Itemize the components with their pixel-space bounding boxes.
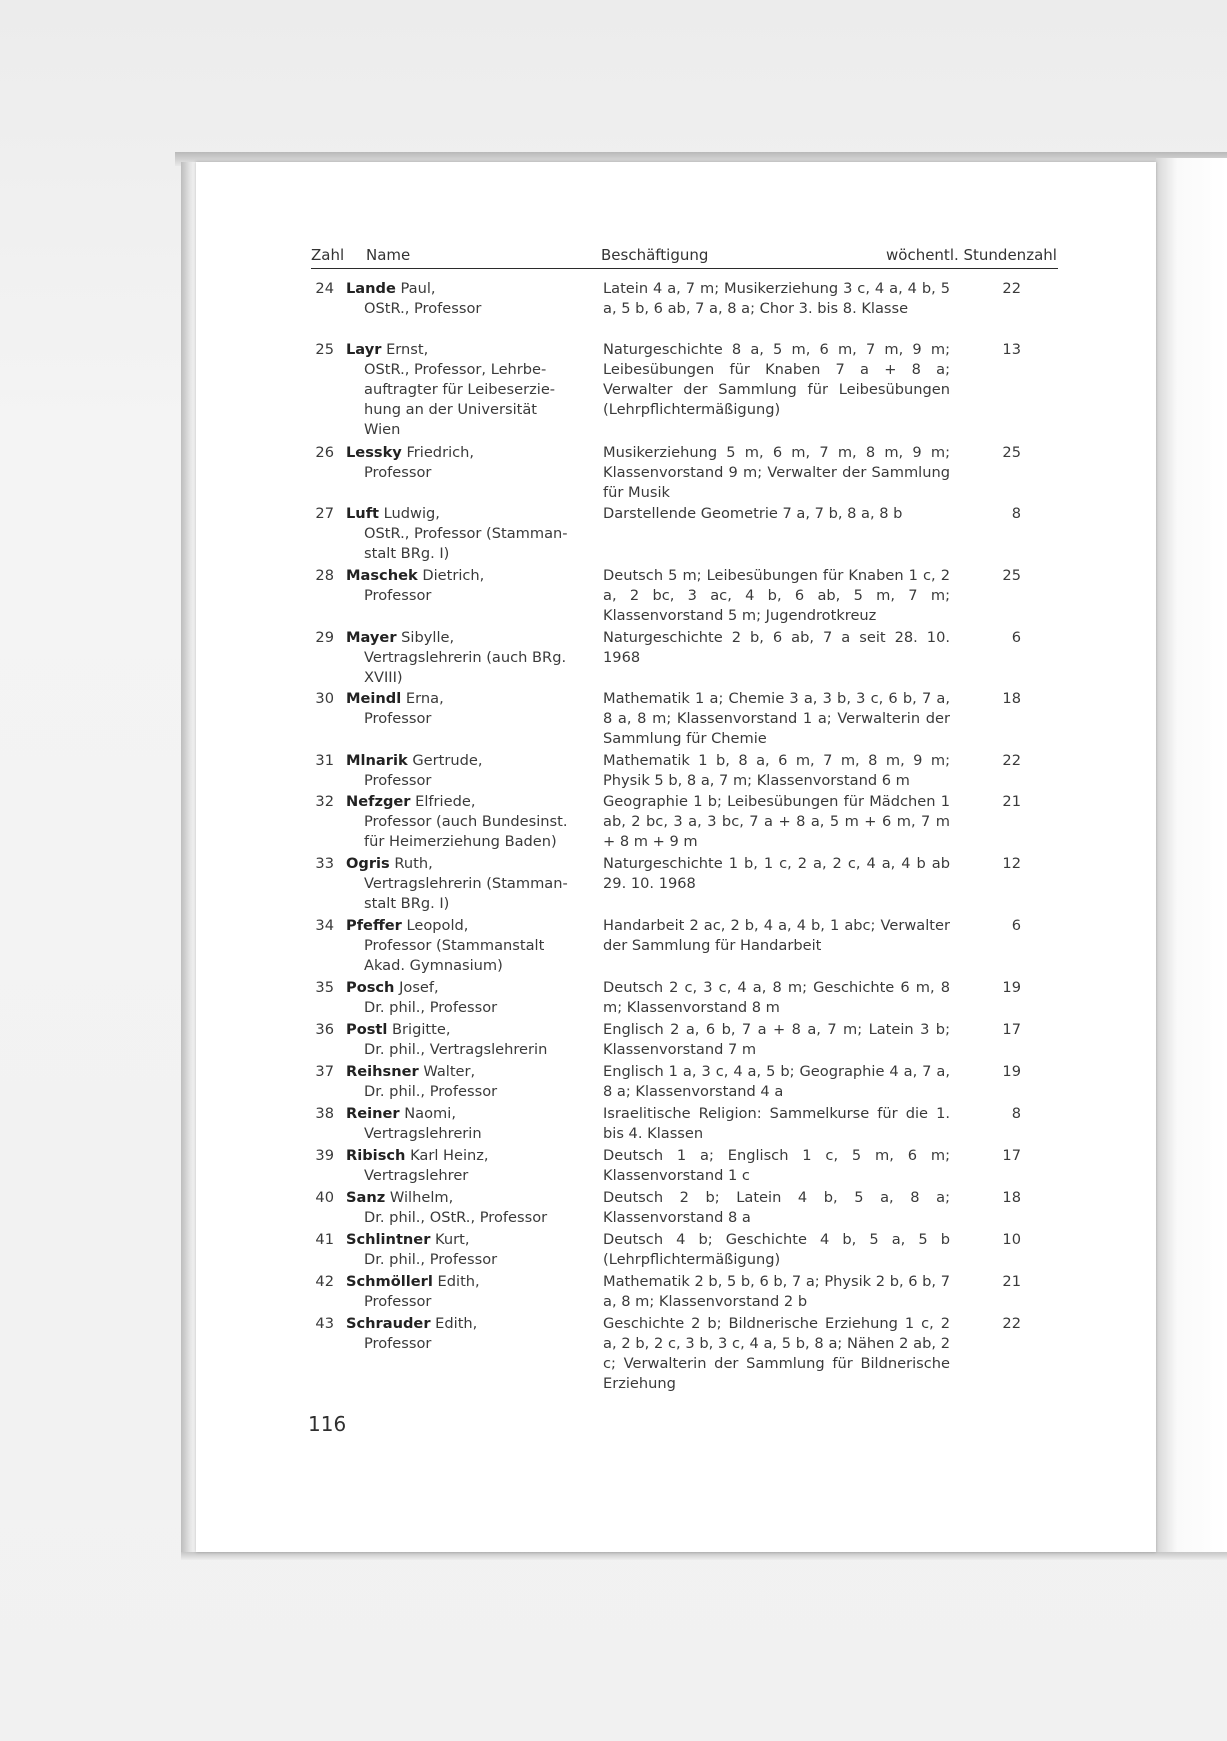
- entry-occupation: Mathematik 1 b, 8 a, 6 m, 7 m, 8 m, 9 m; Physik 5 b, 8 a, 7 m; Klassenvorstand 6 m: [603, 752, 950, 789]
- entry-given-name: Ernst,: [386, 341, 429, 358]
- entry-hours: 10: [1002, 1231, 1021, 1248]
- entry-occupation: Englisch 2 a, 6 b, 7 a + 8 a, 7 m; Latein 3 b; Klassenvorstand 7 m: [603, 1021, 950, 1058]
- entry-occupation: Musikerziehung 5 m, 6 m, 7 m, 8 m, 9 m; Klassenvorstand 9 m; Verwalter der Sammlung für Musik: [603, 444, 950, 501]
- entry-name: [346, 1188, 453, 1208]
- entry-hours: 17: [1002, 1147, 1021, 1164]
- entry-name: [346, 1020, 450, 1040]
- entry-hours: 8: [1011, 505, 1021, 522]
- entry-title-line: Wien: [364, 421, 401, 438]
- entry-surname: Mlnarik: [346, 752, 408, 769]
- entry-occupation: Deutsch 1 a; Englisch 1 c, 5 m, 6 m; Klassenvorstand 1 c: [603, 1147, 950, 1184]
- entry-given-name: Josef,: [399, 979, 439, 996]
- entry-occupation: Naturgeschichte 8 a, 5 m, 6 m, 7 m, 9 m; Leibesübungen für Knaben 7 a + 8 a; Verwalter der Sammlung für Leibesübungen (Lehrpflichtermäßigung): [603, 341, 950, 418]
- entry-title-line: Dr. phil., Professor: [364, 999, 498, 1016]
- entry-given-name: Walter,: [423, 1063, 476, 1080]
- entry-hours: 12: [1002, 855, 1021, 872]
- entry-title-line: Dr. phil., Professor: [364, 1083, 498, 1100]
- entry-number: 36: [315, 1021, 334, 1038]
- entry-occupation: Naturgeschichte 1 b, 1 c, 2 a, 2 c, 4 a, 4 b ab 29. 10. 1968: [603, 855, 950, 892]
- entry-occupation: Geschichte 2 b; Bildnerische Erziehung 1 c, 2 a, 2 b, 2 c, 3 b, 3 c, 4 a, 5 b, 8 a; Nähen 2 ab, 2 c; Verwalterin der Sammlung für Bildnerische Erziehung: [603, 1315, 950, 1392]
- entry-name: [346, 443, 474, 463]
- entry-hours: 21: [1002, 793, 1021, 810]
- entry-title-line: Vertragslehrerin (Stamman-: [364, 875, 568, 892]
- entry-given-name: Karl Heinz,: [410, 1147, 489, 1164]
- facing-page-edge: [1156, 158, 1227, 1552]
- entry-title-line: OStR., Professor: [364, 300, 482, 317]
- entry-hours: 22: [1002, 280, 1021, 297]
- entry-title-line: hung an der Universität: [364, 401, 538, 418]
- entry-surname: Maschek: [346, 567, 418, 584]
- entry-given-name: Ruth,: [394, 855, 433, 872]
- entry-surname: Luft: [346, 505, 380, 522]
- entry-surname: Reihsner: [346, 1063, 419, 1080]
- entry-number: 30: [315, 690, 334, 707]
- entry-number: 32: [315, 793, 334, 810]
- entry-occupation: Deutsch 2 c, 3 c, 4 a, 8 m; Geschichte 6 m, 8 m; Klassenvorstand 8 m: [603, 979, 950, 1016]
- entry-title-line: Vertragslehrerin (auch BRg.: [364, 649, 567, 666]
- header-rule: [311, 268, 1058, 269]
- entry-hours: 25: [1002, 444, 1021, 461]
- entry-name: [346, 566, 484, 586]
- entry-name: [346, 751, 482, 771]
- entry-number: 27: [315, 505, 334, 522]
- entry-hours: 8: [1011, 1105, 1021, 1122]
- entry-given-name: Sibylle,: [401, 629, 455, 646]
- entry-name: [346, 504, 440, 524]
- entry-occupation: Deutsch 5 m; Leibesübungen für Knaben 1 c, 2 a, 2 bc, 3 ac, 4 b, 6 ab, 5 m, 7 m; Klassenvorstand 5 m; Jugendrotkreuz: [603, 567, 950, 624]
- entry-number: 39: [315, 1147, 334, 1164]
- entry-title-line: für Heimerziehung Baden): [364, 833, 557, 850]
- entry-title-line: Professor: [364, 1335, 432, 1352]
- entry-given-name: Kurt,: [435, 1231, 470, 1248]
- entry-name: [346, 1314, 477, 1334]
- entry-title-line: Professor: [364, 1293, 432, 1310]
- entry-surname: Mayer: [346, 629, 397, 646]
- entry-surname: Ogris: [346, 855, 390, 872]
- entry-surname: Lande: [346, 280, 396, 297]
- entry-number: 24: [315, 280, 334, 297]
- entry-surname: Nefzger: [346, 793, 411, 810]
- entry-given-name: Wilhelm,: [389, 1189, 454, 1206]
- entry-title-line: auftragter für Leibeserzie-: [364, 381, 556, 398]
- entry-surname: Sanz: [346, 1189, 386, 1206]
- entry-hours: 22: [1002, 1315, 1021, 1332]
- entry-title-line: Professor (auch Bundesinst.: [364, 813, 568, 830]
- entry-name: [346, 689, 444, 709]
- entry-occupation: Handarbeit 2 ac, 2 b, 4 a, 4 b, 1 abc; Verwalter der Sammlung für Handarbeit: [603, 917, 950, 954]
- entry-number: 37: [315, 1063, 334, 1080]
- column-header-name: Name: [366, 246, 411, 264]
- entry-surname: Schrauder: [346, 1315, 431, 1332]
- entry-title-line: Akad. Gymnasium): [364, 957, 503, 974]
- entry-name: [346, 1272, 480, 1292]
- entry-given-name: Dietrich,: [422, 567, 485, 584]
- entry-number: 25: [315, 341, 334, 358]
- entry-surname: Schmöllerl: [346, 1273, 433, 1290]
- entry-surname: Meindl: [346, 690, 402, 707]
- entry-title-line: Professor: [364, 772, 432, 789]
- entry-hours: 18: [1002, 690, 1021, 707]
- entry-name: [346, 792, 475, 812]
- entry-given-name: Naomi,: [404, 1105, 456, 1122]
- entry-occupation: Deutsch 2 b; Latein 4 b, 5 a, 8 a; Klassenvorstand 8 a: [603, 1189, 950, 1226]
- entry-hours: 22: [1002, 752, 1021, 769]
- entry-hours: 21: [1002, 1273, 1021, 1290]
- entry-name: [346, 1104, 456, 1124]
- entry-given-name: Leopold,: [406, 917, 469, 934]
- entry-number: 33: [315, 855, 334, 872]
- entry-number: 28: [315, 567, 334, 584]
- entry-title-line: Professor (Stammanstalt: [364, 937, 545, 954]
- entry-name: [346, 978, 439, 998]
- entry-surname: Lessky: [346, 444, 402, 461]
- page-spine: [181, 162, 196, 1552]
- column-header-zahl: Zahl: [311, 246, 345, 264]
- entry-number: 29: [315, 629, 334, 646]
- entry-number: 41: [315, 1231, 334, 1248]
- entry-number: 40: [315, 1189, 334, 1206]
- entry-occupation: Naturgeschichte 2 b, 6 ab, 7 a seit 28. 10. 1968: [603, 629, 950, 666]
- entry-surname: Layr: [346, 341, 382, 358]
- entry-title-line: OStR., Professor (Stamman-: [364, 525, 568, 542]
- entry-given-name: Friedrich,: [406, 444, 475, 461]
- entry-number: 38: [315, 1105, 334, 1122]
- entry-number: 42: [315, 1273, 334, 1290]
- entry-number: 31: [315, 752, 334, 769]
- entry-number: 35: [315, 979, 334, 996]
- entry-hours: 6: [1011, 917, 1021, 934]
- entry-occupation: Mathematik 1 a; Chemie 3 a, 3 b, 3 c, 6 b, 7 a, 8 a, 8 m; Klassenvorstand 1 a; Verwalterin der Sammlung für Chemie: [603, 690, 950, 747]
- entry-occupation: Latein 4 a, 7 m; Musikerziehung 3 c, 4 a, 4 b, 5 a, 5 b, 6 ab, 7 a, 8 a; Chor 3. bis 8. Klasse: [603, 280, 950, 317]
- entry-name: [346, 1230, 470, 1250]
- entry-title-line: Vertragslehrer: [364, 1167, 469, 1184]
- entry-title-line: Professor: [364, 464, 432, 481]
- entry-given-name: Gertrude,: [412, 752, 483, 769]
- entry-hours: 17: [1002, 1021, 1021, 1038]
- entry-name: [346, 340, 428, 360]
- entry-title-line: Vertragslehrerin: [364, 1125, 482, 1142]
- entry-occupation: Deutsch 4 b; Geschichte 4 b, 5 a, 5 b (Lehrpflichtermäßigung): [603, 1231, 950, 1268]
- entry-title-line: stalt BRg. I): [364, 895, 450, 912]
- entry-given-name: Elfriede,: [415, 793, 476, 810]
- entry-title-line: stalt BRg. I): [364, 545, 450, 562]
- entry-hours: 25: [1002, 567, 1021, 584]
- entry-title-line: Professor: [364, 587, 432, 604]
- entry-surname: Posch: [346, 979, 395, 996]
- entry-title-line: Professor: [364, 710, 432, 727]
- entry-given-name: Edith,: [437, 1273, 480, 1290]
- entry-surname: Ribisch: [346, 1147, 406, 1164]
- entry-given-name: Edith,: [435, 1315, 478, 1332]
- entry-name: [346, 1146, 489, 1166]
- page-number: 116: [308, 1412, 347, 1436]
- entry-hours: 19: [1002, 979, 1021, 996]
- entry-hours: 13: [1002, 341, 1021, 358]
- entry-given-name: Erna,: [405, 690, 444, 707]
- entry-hours: 6: [1011, 629, 1021, 646]
- entry-title-line: Dr. phil., OStR., Professor: [364, 1209, 548, 1226]
- entry-title-line: Dr. phil., Professor: [364, 1251, 498, 1268]
- entry-surname: Pfeffer: [346, 917, 402, 934]
- entry-hours: 18: [1002, 1189, 1021, 1206]
- entry-number: 34: [315, 917, 334, 934]
- page-bottom-edge: [181, 1552, 1227, 1560]
- entry-given-name: Ludwig,: [383, 505, 440, 522]
- entry-name: [346, 1062, 475, 1082]
- column-header-stundenzahl: wöchentl. Stundenzahl: [886, 246, 1057, 264]
- entry-surname: Reiner: [346, 1105, 400, 1122]
- entry-occupation: Englisch 1 a, 3 c, 4 a, 5 b; Geographie 4 a, 7 a, 8 a; Klassenvorstand 4 a: [603, 1063, 950, 1100]
- entry-occupation: Geographie 1 b; Leibesübungen für Mädchen 1 ab, 2 bc, 3 a, 3 bc, 7 a + 8 a, 5 m + 6 m, 7 m + 8 m + 9 m: [603, 793, 950, 850]
- entry-number: 43: [315, 1315, 334, 1332]
- entry-title-line: Dr. phil., Vertragslehrerin: [364, 1041, 548, 1058]
- entry-hours: 19: [1002, 1063, 1021, 1080]
- entry-occupation: Darstellende Geometrie 7 a, 7 b, 8 a, 8 b: [603, 505, 903, 522]
- entry-surname: Schlintner: [346, 1231, 431, 1248]
- entry-name: [346, 854, 433, 874]
- entry-given-name: Brigitte,: [392, 1021, 451, 1038]
- entry-title-line: XVIII): [364, 669, 403, 686]
- entry-name: [346, 916, 468, 936]
- entry-occupation: Israelitische Religion: Sammelkurse für die 1. bis 4. Klassen: [603, 1105, 950, 1142]
- entry-surname: Postl: [346, 1021, 388, 1038]
- column-header-beschaeftigung: Beschäftigung: [601, 246, 709, 264]
- entry-name: [346, 279, 436, 299]
- entry-title-line: OStR., Professor, Lehrbe-: [364, 361, 547, 378]
- entry-occupation: Mathematik 2 b, 5 b, 6 b, 7 a; Physik 2 b, 6 b, 7 a, 8 m; Klassenvorstand 2 b: [603, 1273, 950, 1310]
- entry-name: [346, 628, 454, 648]
- entry-number: 26: [315, 444, 334, 461]
- entry-given-name: Paul,: [400, 280, 436, 297]
